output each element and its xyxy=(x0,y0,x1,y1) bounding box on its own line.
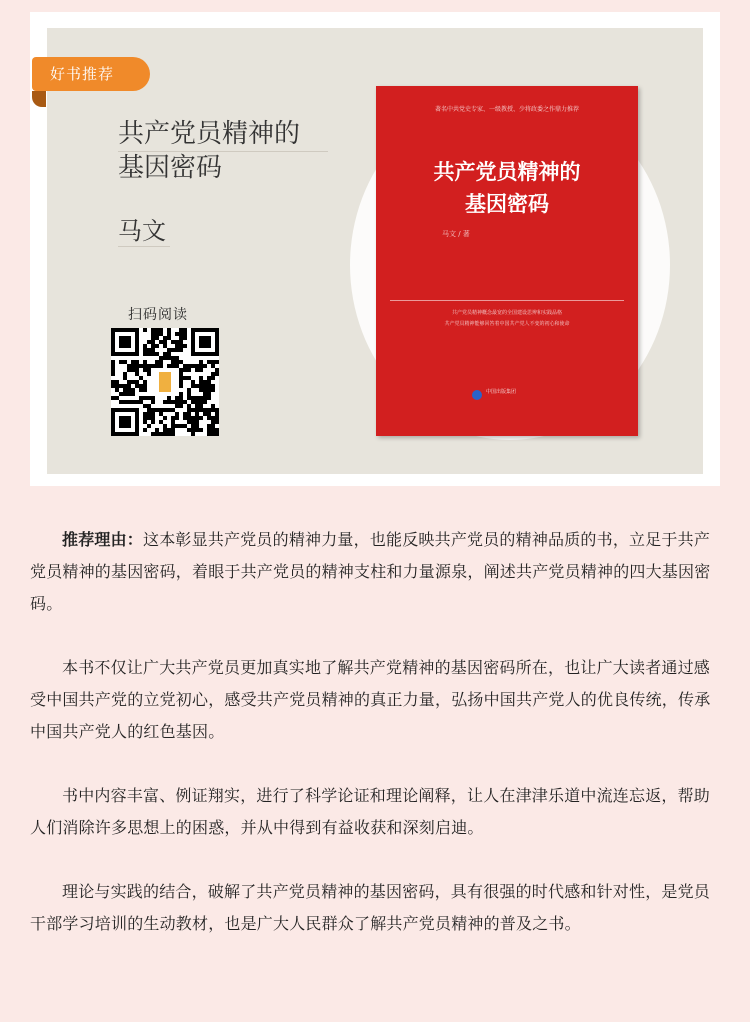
cover-blurb-line1: 共产党员精神概念最宽的全国建设思辨和实践品格 xyxy=(451,310,562,316)
article-body xyxy=(30,524,720,972)
scan-to-read-label: 扫码阅读 xyxy=(128,307,188,323)
book-cover xyxy=(376,86,638,436)
qr-code-icon xyxy=(111,328,219,436)
book-author: 马文 xyxy=(118,216,170,247)
paragraph-3: 书中内容丰富、例证翔实，进行了科学论证和理论阐释，让人在津津乐道中流连忘返，帮助人们消除许多思想上的困惑，并从中得到有益收获和深刻启迪。 xyxy=(30,786,711,837)
cover-divider xyxy=(390,300,624,301)
cover-title xyxy=(376,156,638,220)
recommend-ribbon: 好书推荐 xyxy=(32,57,150,91)
book-title-line2: 基因密码 xyxy=(118,153,223,183)
cover-title-line1: 共产党员精神的 xyxy=(433,159,581,184)
qr-code[interactable] xyxy=(111,328,219,436)
cover-author: 马文 / 著 xyxy=(442,230,470,238)
paragraph-1 xyxy=(30,524,720,620)
cover-publisher: 中国出版集团 xyxy=(486,389,517,395)
cover-blurb-line2: 共产党员精神能够回答着中国共产党人不变的初心和使命 xyxy=(444,321,570,327)
paragraph-2: 本书不仅让广大共产党员更加真实地了解共产党精神的基因密码所在，也让广大读者通过感受中国共产党的立党初心，感受共产党员精神的真正力量，弘扬中国共产党人的优良传统，传承中国共产党人的红色基因。 xyxy=(30,658,711,741)
publisher-logo-icon xyxy=(472,390,482,400)
cover-title-line2: 基因密码 xyxy=(465,191,549,216)
cover-top-text: 著名中共党史专家、一级教授、少将政委之作鼎力推荐 xyxy=(434,106,579,113)
cover-blurb xyxy=(376,308,638,330)
book-title xyxy=(118,118,328,184)
recommend-reason-label: 推荐理由： xyxy=(62,530,144,549)
paragraph-1-text: 这本彰显共产党员的精神力量，也能反映共产党员的精神品质的书，立足于共产党员精神的基因密码，着眼于共产党员的精神支柱和力量源泉，阐述共产党员精神的四大基因密码。 xyxy=(30,530,711,613)
book-title-line1: 共产党员精神的 xyxy=(118,118,328,152)
paragraph-4: 理论与实践的结合，破解了共产党员精神的基因密码，具有很强的时代感和针对性，是党员干部学习培训的生动教材，也是广大人民群众了解共产党员精神的普及之书。 xyxy=(30,882,711,933)
